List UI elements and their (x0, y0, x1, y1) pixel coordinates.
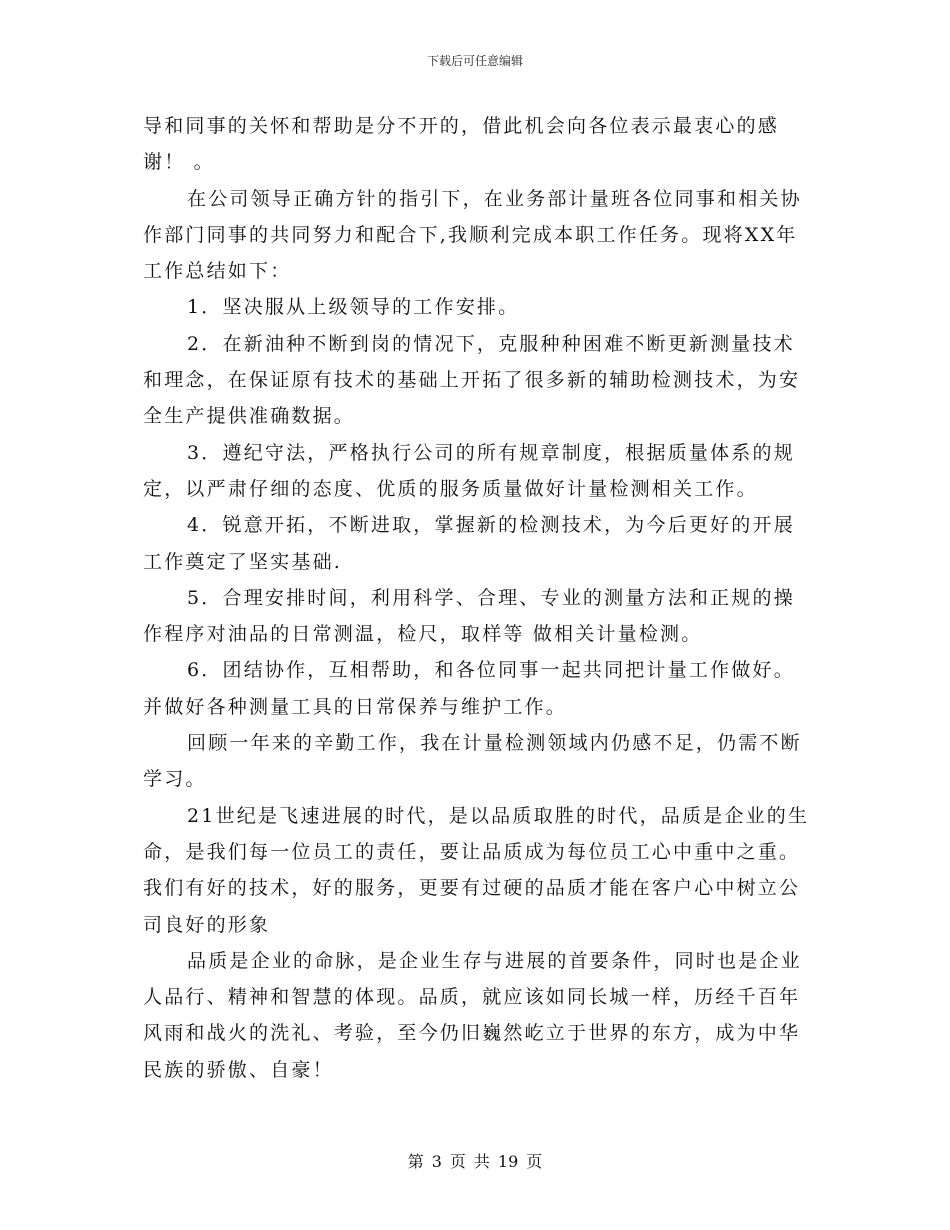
footer-page-word: 页 (449, 1152, 466, 1171)
list-item: 4．锐意开拓，不断进取，掌握新的检测技术，为今后更好的开展工作奠定了坚实基础. (143, 514, 795, 573)
total-pages: 19 (497, 1152, 519, 1171)
list-item: 5．合理安排时间，利用科学、合理、专业的测量方法和正规的操作程序对油品的日常测温，检尺，取样等 做相关计量检测。 (143, 586, 795, 646)
list-item: 3．遵纪守法，严格执行公司的所有规章制度，根据质量体系的规定，以严肃仔细的态度、优质的服务质量做好计量检测相关工作。 (143, 441, 795, 500)
paragraph: 回顾一年来的辛勤工作，我在计量检测领域内仍感不足，仍需不断学习。 (143, 732, 802, 791)
document-body (143, 108, 813, 1088)
footer-total-word: 共 (473, 1152, 490, 1171)
footer-prefix: 第 (407, 1152, 424, 1171)
list-item: 6．团结协作，互相帮助，和各位同事一起共同把计量工作做好。并做好各种测量工具的日常保养与维护工作。 (143, 659, 795, 718)
paragraph: 在公司领导正确方针的指引下，在业务部计量班各位同事和相关协作部门同事的共同努力和配合下,我顺利完成本职工作任务。现将XX年工作总结如下： (143, 187, 802, 283)
page-number: 3 (431, 1152, 442, 1171)
paragraph: 导和同事的关怀和帮助是分不开的，借此机会向各位表示最衷心的感谢！ 。 (143, 115, 780, 174)
paragraph: 品质是企业的命脉，是企业生存与进展的首要条件，同时也是企业人品行、精神和智慧的体现。品质，就应该如同长城一样，历经千百年风雨和战火的洗礼、考验，至今仍旧巍然屹立于世界的东方，成为中华民族的骄傲、自豪！ (143, 949, 802, 1081)
page-header: 下载后可任意编辑 (426, 54, 523, 68)
paragraph: 21世纪是飞速进展的时代，是以品质取胜的时代，品质是企业的生命，是我们每一位员工的责任，要让品质成为每位员工心中重中之重。我们有好的技术，好的服务，更要有过硬的品质才能在客户心中树立公司良好的形象 (143, 804, 810, 936)
footer-suffix: 页 (526, 1152, 543, 1171)
list-item: 2．在新油种不断到岗的情况下，克服种种困难不断更新测量技术和理念，在保证原有技术的基础上开拓了很多新的辅助检测技术，为安全生产提供准确数据。 (143, 332, 801, 428)
list-item: 1．坚决服从上级领导的工作安排。 (187, 296, 520, 319)
page-footer (0, 1152, 950, 1172)
